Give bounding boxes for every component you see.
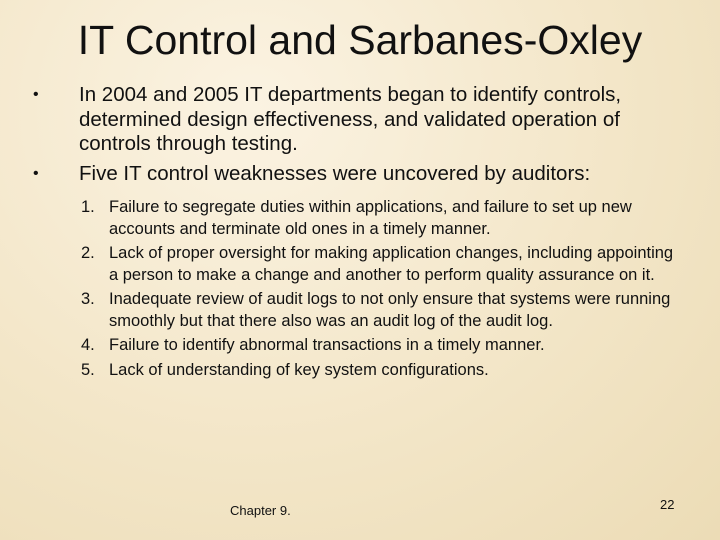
bullet-item (0, 83, 681, 157)
weakness-number: 5. (81, 360, 95, 379)
bullet-item (0, 162, 681, 187)
bullet-list (0, 83, 720, 191)
slide-title: IT Control and Sarbanes-Oxley (77, 17, 643, 63)
weakness-number: 2. (81, 244, 95, 262)
weakness-item (0, 335, 677, 357)
weakness-number: 3. (81, 290, 95, 308)
weakness-text: Lack of understanding of key system configurations. (109, 360, 489, 379)
weakness-number: 4. (81, 336, 95, 354)
weakness-item (0, 360, 677, 382)
weakness-item (0, 289, 677, 332)
bullet-icon: • (33, 164, 39, 182)
weakness-item (0, 197, 677, 240)
weakness-text: Failure to segregate duties within applications, and failure to set up new accounts and terminate old ones in a timely manner. (109, 198, 632, 238)
bullet-text: Five IT control weaknesses were uncovered by auditors: (79, 161, 591, 185)
slide-number: 22 (660, 497, 675, 512)
weakness-list (0, 197, 720, 384)
weakness-text: Inadequate review of audit logs to not only ensure that systems were running smoothly but that there also was an audit log of the audit log. (109, 290, 671, 330)
footer-chapter-label: Chapter 9. (230, 503, 291, 518)
weakness-text: Failure to identify abnormal transactions in a timely manner. (109, 336, 545, 354)
bullet-icon: • (33, 86, 39, 103)
weakness-item (0, 243, 677, 286)
weakness-text: Lack of proper oversight for making application changes, including appointing a person to make a change and another to perform quality assurance on it. (109, 244, 674, 284)
weakness-number: 1. (81, 198, 95, 216)
bullet-text: In 2004 and 2005 IT departments began to identify controls, determined design effectiveness, and validated operation of controls through testing. (79, 83, 622, 155)
